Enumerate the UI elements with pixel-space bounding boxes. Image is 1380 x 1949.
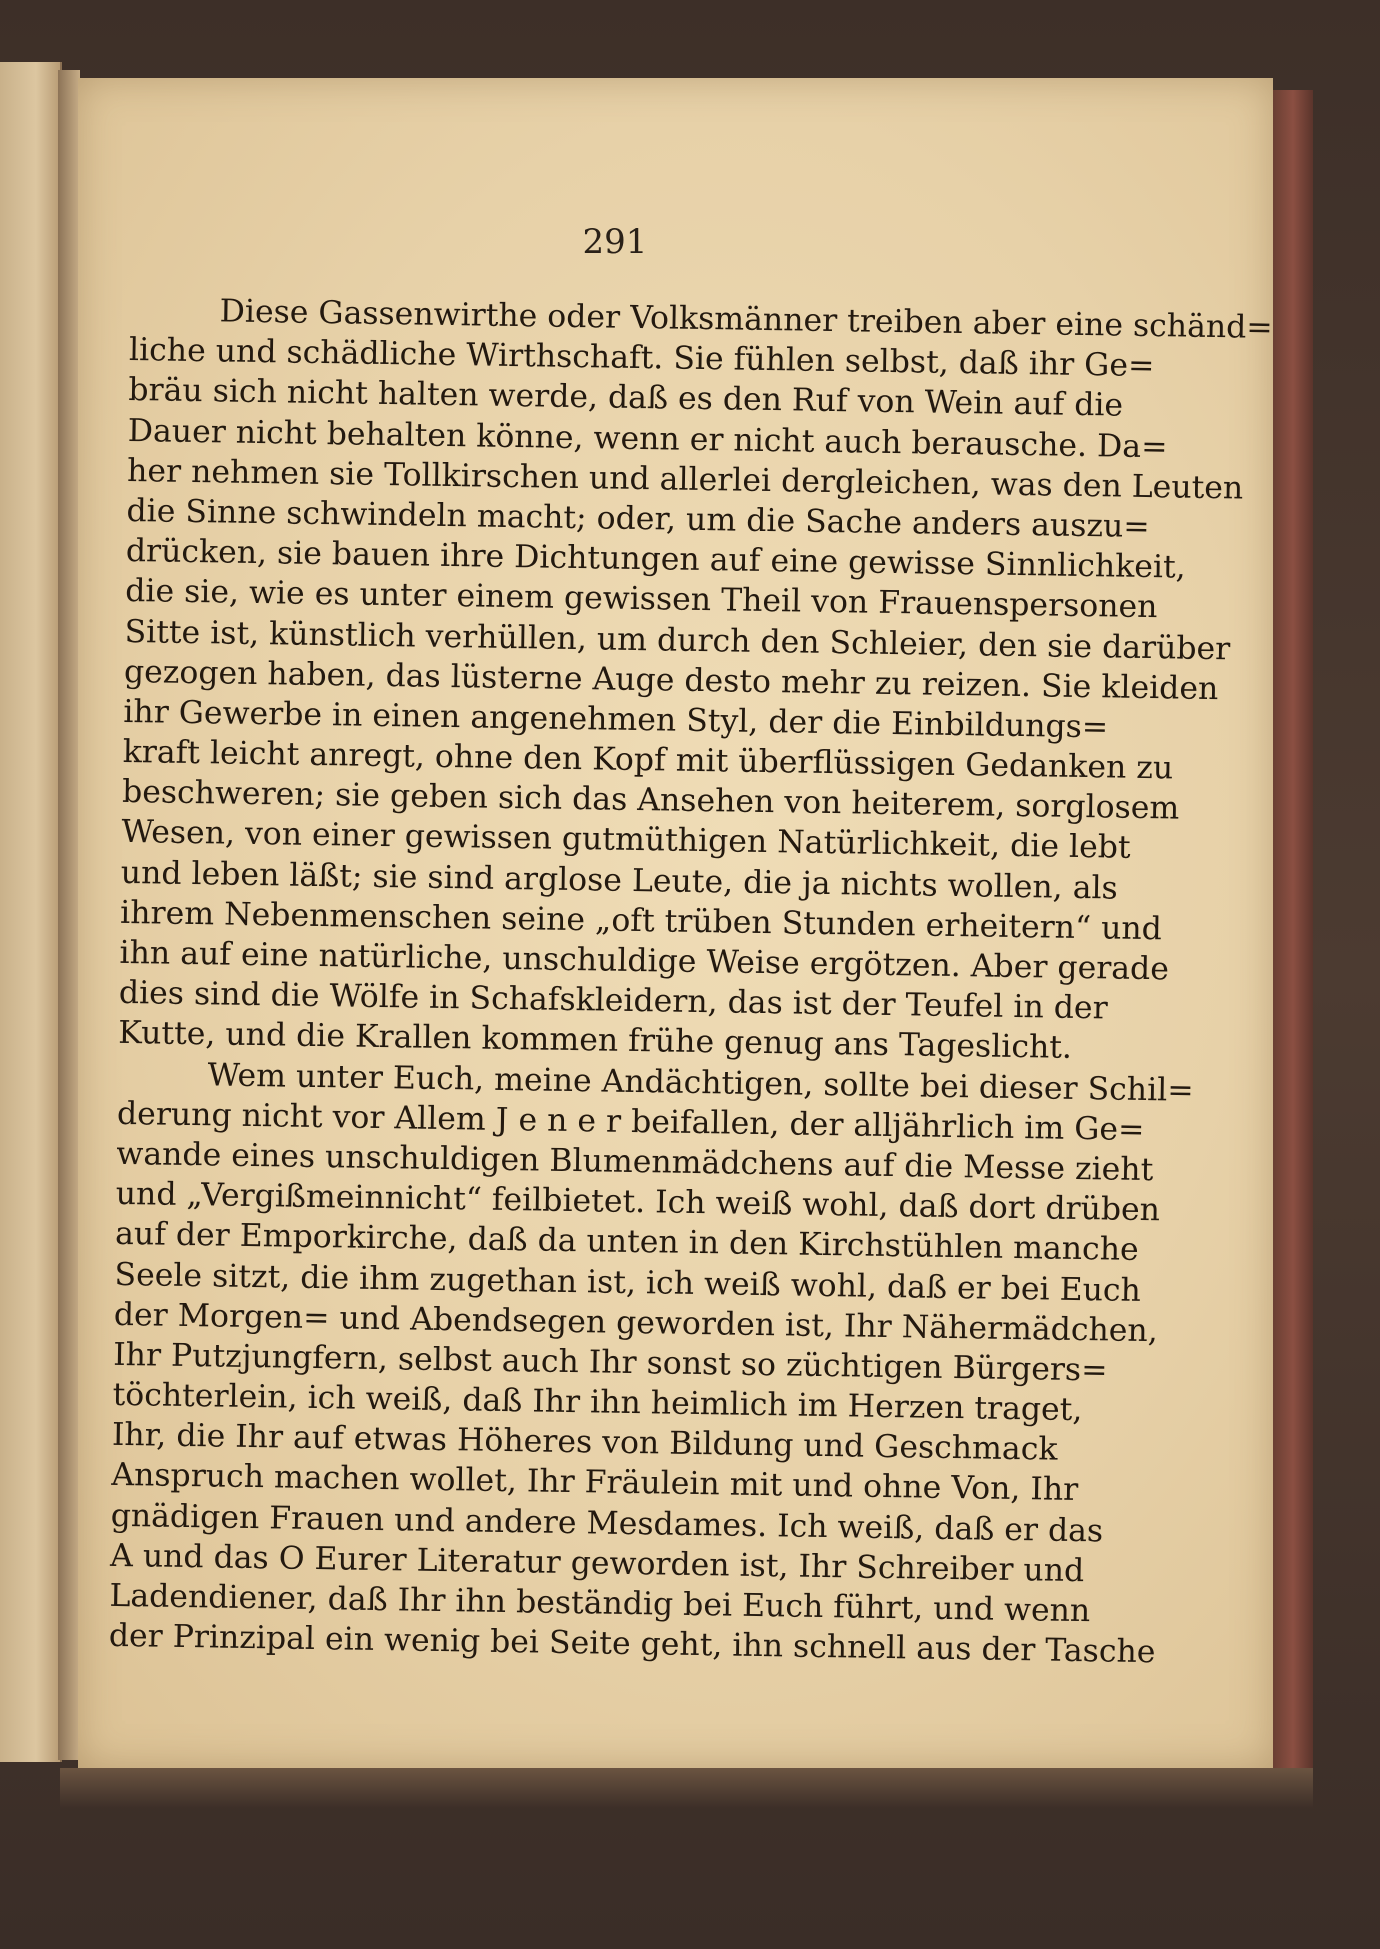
text-line: die sie, wie es unter einem gewissen Theil von Frauenspersonen	[124, 573, 1158, 626]
text-line: Sitte ist, künstlich verhüllen, um durch den Schleier, den sie darüber	[124, 613, 1231, 667]
text-line: auf der Emporkirche, daß da unten in den Kirchstühlen manche	[114, 1216, 1139, 1269]
text-line: A und das O Eurer Literatur geworden ist, Ihr Schreiber und	[109, 1537, 1085, 1589]
text-line: die Sinne schwindeln macht; oder, um die Sache anders auszu=	[126, 492, 1150, 545]
text-line: gezogen haben, das lüsterne Auge desto mehr zu reizen. Sie kleiden	[123, 653, 1219, 707]
text-line: liche und schädliche Wirthschaft. Sie fühlen selbst, daß ihr Ge=	[128, 332, 1155, 385]
bottom-shadow	[60, 1768, 1313, 1808]
text-line: bräu sich nicht halten werde, daß es den Ruf von Wein auf die	[128, 372, 1124, 424]
text-line: Ihr Putzjungfern, selbst auch Ihr sonst so züchtigen Bürgers=	[112, 1336, 1108, 1389]
text-line: Kutte, und die Krallen kommen frühe genug ans Tageslicht.	[118, 1015, 1073, 1067]
text-line: beschweren; sie geben sich das Ansehen von heiterem, sorglosem	[121, 774, 1180, 827]
book-cover-edge	[1273, 90, 1313, 1770]
text-line: gnädigen Frauen und andere Mesdames. Ich weiß, daß er das	[110, 1497, 1104, 1550]
text-line: ihr Gewerbe in einen angenehmen Styl, der die Einbildungs=	[123, 693, 1109, 746]
text-line: Wesen, von einer gewissen gutmüthigen Natürlichkeit, die lebt	[121, 814, 1131, 867]
text-line: der Morgen= und Abendsegen geworden ist, Ihr Nähermädchen,	[113, 1296, 1159, 1349]
page-number: 291	[582, 222, 648, 262]
text-line: Seele sitzt, die ihm zugethan ist, ich weiß wohl, daß er bei Euch	[114, 1256, 1142, 1309]
text-line: Diese Gassenwirthe oder Volksmänner treiben aber eine schänd=	[219, 293, 1274, 346]
text-line: derung nicht vor Allem J e n e r beifallen, der alljährlich im Ge=	[116, 1095, 1145, 1148]
text-line: dies sind die Wölfe in Schafskleidern, das ist der Teufel in der	[118, 975, 1108, 1027]
text-line: Ihr, die Ihr auf etwas Höheres von Bildung und Geschmack	[111, 1417, 1058, 1468]
text-line: der Prinzipal ein wenig bei Seite geht, ihn schnell aus der Tasche	[108, 1618, 1156, 1671]
text-line: töchterlein, ich weiß, daß Ihr ihn heimlich im Herzen traget,	[112, 1376, 1083, 1429]
text-line: Dauer nicht behalten könne, wenn er nicht auch berausche. Da=	[127, 412, 1168, 465]
text-line: ihn auf eine natürliche, unschuldige Weise ergötzen. Aber gerade	[119, 934, 1170, 988]
left-page-edge	[0, 62, 62, 1762]
text-line: her nehmen sie Tollkirschen und allerlei dergleichen, was den Leuten	[126, 452, 1244, 507]
body-text	[108, 290, 1274, 1671]
text-line: Wem unter Euch, meine Andächtigen, sollte bei dieser Schil=	[207, 1056, 1194, 1109]
text-line: ihrem Nebenmenschen seine „oft trüben Stunden erheitern“ und	[119, 894, 1163, 948]
text-line: Ladendiener, daß Ihr ihn beständig bei Euch führt, und wenn	[109, 1577, 1091, 1630]
text-line: Anspruch machen wollet, Ihr Fräulein mit und ohne Von, Ihr	[111, 1457, 1079, 1509]
text-line: kraft leicht anregt, ohne den Kopf mit überflüssigen Gedanken zu	[122, 734, 1174, 787]
text-line: und „Vergißmeinnicht“ feilbietet. Ich weiß wohl, daß dort drüben	[115, 1176, 1161, 1229]
text-line: drücken, sie bauen ihre Dichtungen auf eine gewisse Sinnlichkeit,	[125, 533, 1187, 586]
book-gutter	[58, 70, 80, 1760]
text-line: wande eines unschuldigen Blumenmädchens auf die Messe zieht	[116, 1135, 1154, 1189]
text-line: und leben läßt; sie sind arglose Leute, die ja nichts wollen, als	[120, 854, 1119, 907]
